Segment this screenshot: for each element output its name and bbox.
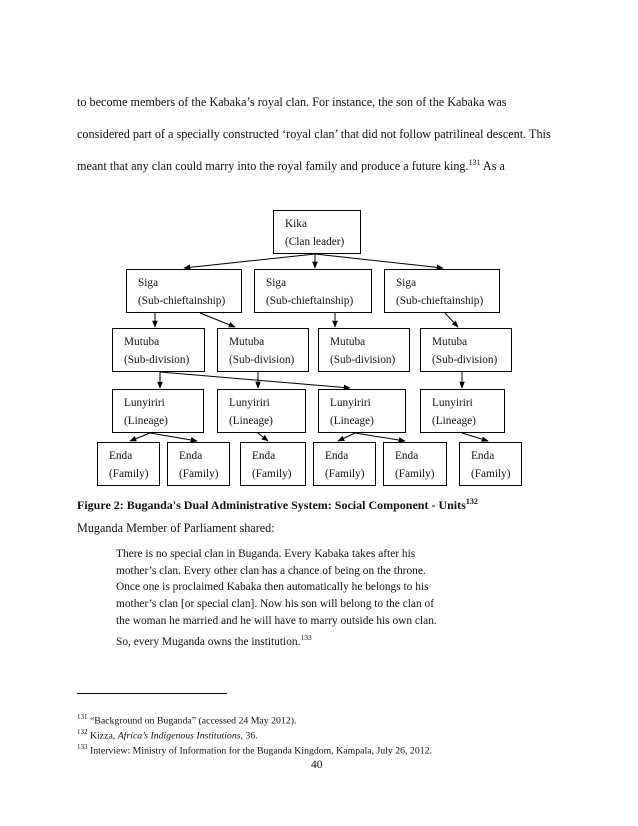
footnote-131: $^{131}$ “Background on Buganda” (accessed 24 May 2012). — [77, 713, 297, 727]
node-enda-5: Enda (Family) — [383, 442, 447, 486]
node-siga-3: Siga (Sub-chieftainship) — [384, 269, 500, 313]
connector-lunyiriri3-enda5 — [355, 433, 405, 441]
node-lunyiriri-4: Lunyiriri (Lineage) — [420, 389, 505, 433]
footnote-ref-132: 132 — [465, 497, 478, 506]
connector-lunyiriri1-enda1 — [130, 433, 150, 441]
page-number: 40 — [311, 759, 323, 771]
node-enda-3: Enda (Family) — [240, 442, 306, 486]
connector-kika-siga1 — [184, 254, 315, 268]
node-siga-2: Siga (Sub-chieftainship) — [254, 269, 372, 313]
node-lunyiriri-1: Lunyiriri (Lineage) — [112, 389, 204, 433]
node-mutuba-3: Mutuba (Sub-division) — [318, 328, 410, 372]
body-line-1: to become members of the Kabaka’s royal clan. For instance, the son of the Kabaka was — [77, 95, 507, 109]
node-mutuba-2: Mutuba (Sub-division) — [217, 328, 309, 372]
node-mutuba-4: Mutuba (Sub-division) — [420, 328, 512, 372]
connector-lunyiriri1-enda2 — [150, 433, 197, 441]
block-quote: There is no special clan in Buganda. Every Kabaka takes after his mother’s clan. Every other clan has a chance of being on the throne. Once one is proclaimed Kabaka then automatically he belongs to his mother’s clan [or special clan]. Now his son will belong to the clan of the woman he married and he will have to marry outside his own clan. So, every Muganda owns the institution.$^{133}$ — [116, 548, 437, 648]
connector-lunyiriri3-enda4 — [338, 433, 355, 441]
connector-siga3-mutuba4 — [445, 313, 458, 327]
lead-in: Muganda Member of Parliament shared: — [77, 521, 275, 535]
node-kika: Kika (Clan leader) — [273, 210, 361, 254]
connector-siga1-mutuba2 — [200, 313, 235, 327]
node-siga-1: Siga (Sub-chieftainship) — [126, 269, 242, 313]
node-mutuba-1: Mutuba (Sub-division) — [112, 328, 205, 372]
footnote-133: $^{133}$ Interview: Ministry of Information for the Buganda Kingdom, Kampala, July 26, 2012. — [77, 743, 432, 757]
connector-lunyiriri4-enda6 — [462, 433, 488, 441]
body-line-2: considered part of a specially constructed ‘royal clan’ that did not follow patrilineal descent. This — [77, 127, 551, 141]
figure-caption: Figure 2: Buganda's Dual Administrative System: Social Component - Units$^{132}$ — [77, 497, 478, 512]
footnote-132: $^{132}$ Kizza, Africa’s Indigenous Institutions, 36. — [77, 728, 258, 742]
node-lunyiriri-3: Lunyiriri (Lineage) — [318, 389, 406, 433]
footnote-ref-133: 133 — [300, 632, 312, 642]
node-enda-4: Enda (Family) — [313, 442, 376, 486]
body-line-3: meant that any clan could marry into the royal family and produce a future king.$^{131}$ As a — [77, 158, 505, 174]
node-enda-2: Enda (Family) — [167, 442, 230, 486]
node-enda-6: Enda (Family) — [459, 442, 522, 486]
connector-lunyiriri2-enda3 — [258, 433, 268, 441]
footnote-ref-131: 131 — [468, 158, 481, 167]
node-enda-1: Enda (Family) — [97, 442, 160, 486]
node-lunyiriri-2: Lunyiriri (Lineage) — [217, 389, 306, 433]
footnote-rule — [77, 693, 227, 694]
connector-mutuba1-lunyiriri3 — [160, 372, 350, 388]
connector-kika-siga3 — [315, 254, 443, 268]
